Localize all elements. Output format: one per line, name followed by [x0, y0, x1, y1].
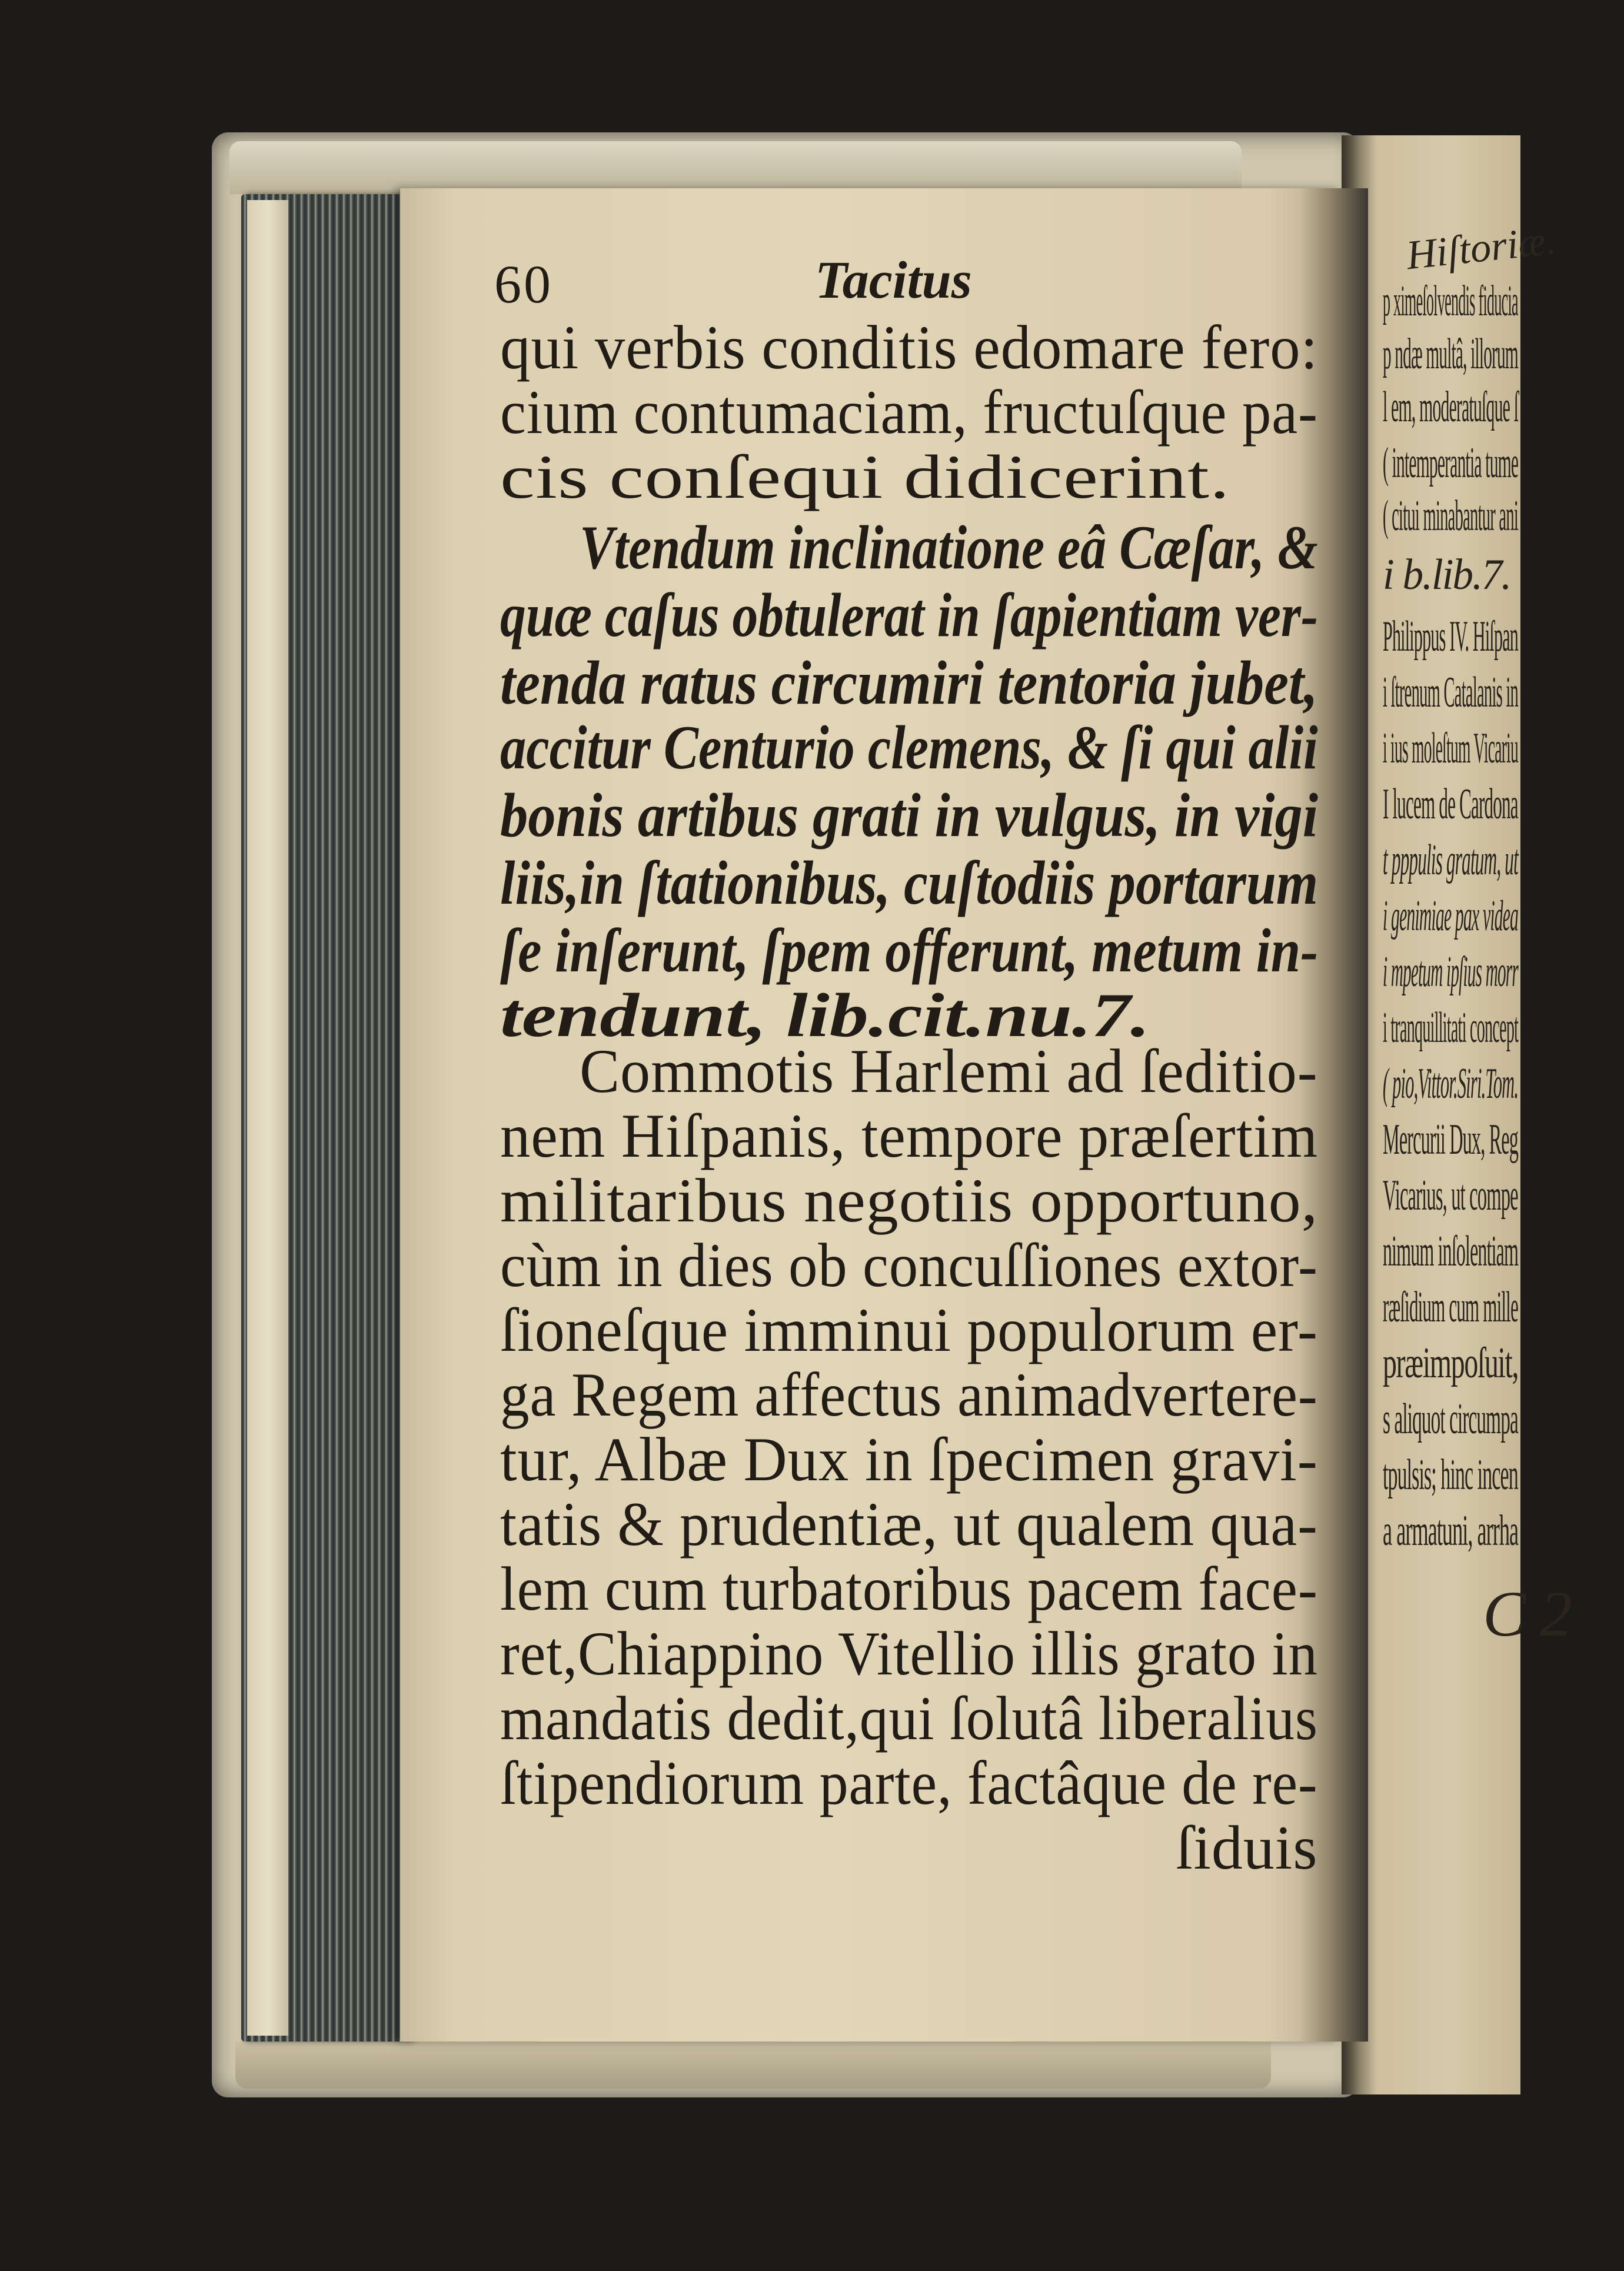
text-line: militaribus negotiis opportuno, [500, 1166, 1319, 1235]
text-line: Commotis Harlemi ad ſeditio- [580, 1037, 1318, 1105]
text-line: nem Hiſpanis, tempore præſertim [500, 1101, 1319, 1170]
facing-line: ( citui minabantur ani [1383, 492, 1519, 540]
facing-running-head: Hiſtoriæ. [1404, 218, 1558, 279]
text-line: cis conſequi didicerint. [500, 442, 1230, 511]
facing-line: ( pio,Vittor.Siri.Tom. [1383, 1060, 1519, 1108]
cover-top-edge [229, 141, 1242, 194]
text-line: ſe inſerunt, ſpem offerunt, metum in- [500, 916, 1319, 985]
facing-line: ræſidium cum mille [1383, 1283, 1518, 1331]
text-line: tur, Albæ Dux in ſpecimen gravi- [500, 1425, 1318, 1494]
text-line: cium contumaciam, fructuſque pa- [500, 378, 1318, 447]
page-number: 60 [494, 254, 553, 314]
facing-line: i ius moleſtum Vicariu [1383, 724, 1519, 772]
text-line: ret,Chiappino Vitellio illis grato in [500, 1619, 1318, 1688]
facing-line: t pppulis gratum, ut [1383, 836, 1518, 884]
facing-line: l em, moderatuſque ſ [1383, 383, 1519, 431]
text-line: liis,in ſtationibus, cuſtodiis portarum [500, 848, 1319, 917]
facing-line: tpulsis; hinc incen [1383, 1451, 1518, 1499]
catchword: ſiduis [1176, 1813, 1318, 1882]
facing-line: i b.lib.7. [1383, 551, 1511, 599]
facing-line: a armatuni, arrha [1383, 1507, 1519, 1555]
text-line: accitur Centurio clemens, & ſi qui alii [500, 713, 1318, 782]
facing-line: præimpoſuit, [1383, 1339, 1519, 1387]
cover-bottom-edge [235, 2042, 1271, 2089]
facing-line: Mercurii Dux, Reg [1383, 1115, 1519, 1164]
text-line: ga Regem affectus animadvertere- [500, 1360, 1318, 1429]
text-line: tatis & prudentiæ, ut qualem qua- [500, 1490, 1318, 1559]
facing-line: i ſtrenum Catalanis in [1383, 668, 1519, 717]
text-line: mandatis dedit,qui ſolutâ liberalius [500, 1684, 1318, 1753]
facing-line: ( intemperantia tume [1383, 439, 1519, 487]
facing-line: I lucem de Cardona [1383, 780, 1518, 828]
text-line: tenda ratus circumiri tentoria jubet, [500, 648, 1318, 717]
text-line: bonis artibus grati in vulgus, in vigi [500, 781, 1319, 850]
text-line: ſioneſque imminui populorum er- [500, 1296, 1318, 1364]
facing-line: Philippus IV. Hiſpan [1383, 612, 1519, 661]
text-line: ſtipendiorum parte, factâque de re- [500, 1749, 1318, 1817]
text-line: Vtendum inclinatione eâ Cæſar, & [580, 513, 1318, 582]
facing-line: p ndæ multâ, illorum [1383, 330, 1518, 378]
facing-page [1342, 135, 1571, 2094]
running-head: Tacitus [815, 251, 972, 309]
text-line: cùm in dies ob concuſſiones extor- [500, 1231, 1318, 1300]
text-line: tendunt, lib.cit.nu.7. [500, 981, 1150, 1050]
front-board-edge [247, 200, 288, 2036]
facing-line: Vicarius, ut compe [1383, 1171, 1518, 1220]
facing-line: i mpetum ipſius morr [1383, 948, 1518, 996]
signature-mark: C 2 [1483, 1578, 1571, 1650]
facing-line: s aliquot circumpa [1383, 1395, 1518, 1443]
text-line: lem cum turbatoribus pacem face- [500, 1554, 1319, 1623]
facing-line: p ximeſolvendis fiducia [1383, 277, 1518, 325]
facing-line: i genimiae pax videa [1383, 892, 1519, 940]
facing-line: nimum inſolentiam [1383, 1227, 1519, 1276]
text-line: quæ caſus obtulerat in ſapientiam ver- [500, 581, 1319, 650]
facing-line: i tranquillitati concept [1383, 1004, 1519, 1052]
text-line: qui verbis conditis edomare fero: [500, 313, 1319, 382]
